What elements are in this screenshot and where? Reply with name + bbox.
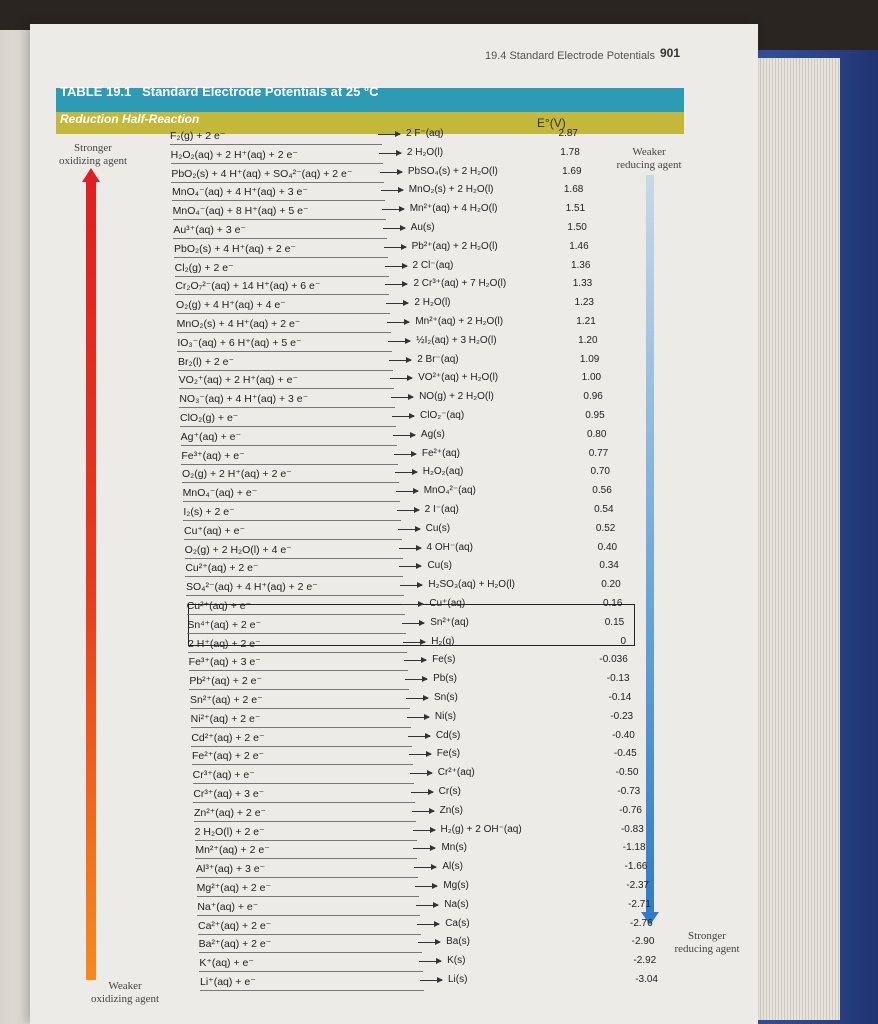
stronger-oxidizing-line1: Stronger [74,142,112,154]
potential-value: 1.51 [565,203,586,215]
potential-value: 0.34 [599,560,619,572]
reactant: O₂(g) + 4 H⁺(aq) + 4 e⁻ [176,299,286,312]
reactant: Sn⁴⁺(aq) + 2 e⁻ [187,618,262,631]
reaction-arrow [413,830,435,831]
product: ½I₂(aq) + 3 H₂O(l) [416,334,497,346]
reactant: Sn²⁺(aq) + 2 e⁻ [190,694,263,706]
table-title-text: Standard Electrode Potentials at 25 °C [142,84,379,99]
reactant: Al³⁺(aq) + 3 e⁻ [196,863,266,876]
row-rule [186,595,404,596]
reaction-arrow [391,397,413,398]
reaction-arrow [384,247,406,248]
potential-value: 0 [620,635,626,647]
potential-value: -0.13 [606,673,630,685]
reactant: PbO₂(s) + 4 H⁺(aq) + SO₄²⁻(aq) + 2 e⁻ [171,167,353,180]
product: MnO₂(s) + 2 H₂O(l) [408,184,494,196]
row-rule [173,219,386,220]
row-rule [181,464,398,465]
row-rule [170,144,382,145]
reaction-arrow [409,754,431,755]
reactant: F₂(g) + 2 e⁻ [170,130,226,142]
row-rule [174,257,388,258]
reaction-arrow [378,134,400,135]
row-rule [190,708,410,709]
reactant: Fe²⁺(aq) + 2 e⁻ [192,750,265,763]
product: Zn(s) [439,804,463,816]
reaction-arrow [394,454,416,455]
row-rule [180,426,396,427]
stronger-reducing-line2: reducing agent [674,943,740,955]
reaction-arrow [395,472,417,473]
reaction-arrow [388,341,410,342]
product: Au(s) [410,222,435,233]
reaction-arrow [401,604,423,605]
potential-value: 1.68 [563,184,584,196]
potential-value: 1.00 [581,372,602,384]
product: 2 Cl⁻(aq) [412,259,454,271]
row-rule [197,896,420,897]
potential-value: -2.92 [633,955,657,967]
reactant: Cl₂(g) + 2 e⁻ [174,261,234,274]
row-rule [195,840,417,841]
reaction-arrow [380,172,402,173]
row-rule [182,482,399,483]
table-title [60,84,379,99]
table-row [0,976,700,996]
row-rule [177,351,392,352]
product: Fe(s) [432,654,456,666]
page-number: 901 [660,46,681,60]
potential-value: -0.036 [599,654,628,666]
product: PbSO₄(s) + 2 H₂O(l) [407,165,498,177]
weaker-oxidizing-line2: oxidizing agent [90,993,160,1005]
potential-value: -0.73 [617,786,641,797]
row-rule [184,539,402,540]
potential-value: 1.21 [576,316,596,327]
product: NO(g) + 2 H₂O(l) [419,391,494,403]
potential-value: -0.14 [608,692,632,703]
row-rule [177,332,392,333]
reactant: K⁺(aq) + e⁻ [199,957,254,970]
reactant: Pb²⁺(aq) + 2 e⁻ [189,675,262,688]
reactant: O₂(g) + 2 H₂O(l) + 4 e⁻ [184,543,292,556]
potential-value: 0.70 [590,466,610,478]
row-rule [179,388,394,389]
reaction-arrow [411,792,433,793]
reactant: O₂(g) + 2 H⁺(aq) + 2 e⁻ [182,468,292,481]
reactant: Au³⁺(aq) + 3 e⁻ [173,224,246,236]
row-rule [185,558,403,559]
product: Sn²⁺(aq) [430,616,469,628]
row-rule [173,238,386,239]
reaction-arrow [399,548,421,549]
potential-value: 1.50 [567,222,587,233]
reaction-arrow [397,510,419,511]
product: ClO₂⁻(aq) [420,410,465,421]
product: H₂SO₃(aq) + H₂O(l) [428,579,515,591]
table-row [0,186,700,206]
reactant: Li⁺(aq) + e⁻ [200,976,256,988]
reactant: Cu²⁺(aq) + 2 e⁻ [185,562,259,575]
reactant: Ag⁺(aq) + e⁻ [180,430,242,443]
product: 2 H₂O(l) [406,146,444,158]
row-rule [171,163,383,164]
row-rule [189,689,409,690]
row-rule [195,858,417,859]
row-rule [199,971,423,972]
reaction-arrow [385,284,407,285]
product: 4 OH⁻(aq) [426,541,473,553]
product: Fe²⁺(aq) [421,447,460,459]
product: Ba(s) [446,936,471,948]
potential-value: -1.18 [622,842,646,854]
reaction-arrow [403,642,425,643]
product: H₂O₂(aq) [422,466,464,478]
row-rule [176,313,390,314]
reaction-arrow [398,529,420,530]
reactant: Cu⁺(aq) + e⁻ [184,524,245,537]
reaction-arrow [383,228,405,229]
potential-value: -2.37 [626,880,650,891]
potential-value: 0.20 [601,579,621,591]
potential-value: -0.76 [619,804,642,816]
potential-value: 1.23 [574,297,594,309]
reaction-arrow [407,717,429,718]
reactant: 2 H⁺(aq) + 2 e⁻ [188,637,261,650]
potential-value: -0.50 [615,767,639,779]
row-rule [193,802,414,803]
row-rule [197,915,420,916]
reactant: Mn²⁺(aq) + 2 e⁻ [195,844,270,857]
row-rule [187,633,406,634]
reaction-arrow [420,980,442,981]
potential-value: -3.04 [635,974,658,985]
row-rule [196,877,418,878]
reaction-arrow [379,153,401,154]
potential-value: -1.66 [624,861,648,873]
reactant: MnO₄⁻(aq) + e⁻ [182,487,258,500]
reactant: NO₃⁻(aq) + 4 H⁺(aq) + 3 e⁻ [179,393,309,406]
reaction-arrow [402,623,424,624]
product: 2 Br⁻(aq) [417,353,459,365]
reactant: MnO₂(s) + 4 H⁺(aq) + 2 e⁻ [176,318,301,330]
product: Al(s) [442,861,463,873]
row-rule [192,764,413,765]
running-header: 19.4 Standard Electrode Potentials [485,50,656,62]
table-row [0,130,700,150]
product: 2 I⁻(aq) [424,504,459,515]
row-rule [171,182,384,183]
weaker-reducing-line1: Weaker [632,146,666,158]
reaction-arrow [405,679,427,680]
product: MnO₄²⁻(aq) [423,485,476,497]
row-rule [181,445,397,446]
potential-value: 0.56 [592,485,612,497]
potential-value: -0.23 [610,710,634,722]
table-row [0,957,700,977]
table-row [0,205,700,225]
potential-value: 0.80 [586,428,607,440]
product: Ni(s) [434,710,457,722]
product: Cd(s) [435,729,461,741]
row-rule [194,821,416,822]
reaction-arrow [412,811,434,812]
reaction-arrow [419,961,441,962]
reaction-arrow [415,886,437,887]
row-rule [183,520,400,521]
reaction-arrow [408,736,430,737]
reactant: Fe³⁺(aq) + e⁻ [181,449,245,462]
reactant: Br₂(l) + 2 e⁻ [178,355,235,368]
potential-value: 0.96 [583,391,603,403]
table-row [0,224,700,244]
potential-value: -2.76 [629,917,653,929]
reaction-arrow [386,303,408,304]
product: Mn²⁺(aq) + 2 H₂O(l) [415,316,504,327]
reaction-arrow [399,566,421,567]
row-rule [189,670,408,671]
potential-value: -0.40 [612,729,635,741]
product: Li(s) [448,974,468,985]
reactant: VO₂⁺(aq) + 2 H⁺(aq) + e⁻ [178,374,298,387]
reaction-arrow [389,360,411,361]
reaction-arrow [416,905,438,906]
product: Na(s) [444,898,469,910]
table-row [0,280,700,300]
potential-value: 0.54 [594,504,614,515]
row-rule [191,727,411,728]
reactant: Cd²⁺(aq) + 2 e⁻ [191,731,265,744]
product: Sn(s) [434,692,458,703]
potential-value: -2.71 [628,898,651,910]
product: Cr(s) [438,786,461,797]
potential-value: -0.45 [613,748,637,760]
product: Ca(s) [445,917,470,929]
reaction-arrow [396,491,418,492]
product: Mn(s) [441,842,468,854]
row-rule [175,276,389,277]
reactant: SO₄²⁻(aq) + 4 H⁺(aq) + 2 e⁻ [186,581,318,594]
reactant: Ca²⁺(aq) + 2 e⁻ [198,919,272,932]
potential-value: -2.90 [631,936,655,948]
reactant: H₂O₂(aq) + 2 H⁺(aq) + 2 e⁻ [170,148,298,161]
potential-value: 1.33 [572,278,593,290]
row-rule [188,652,407,653]
product: K(s) [447,955,466,967]
reactant: Zn²⁺(aq) + 2 e⁻ [194,806,267,819]
product: Cr²⁺(aq) [437,767,475,779]
potential-value: 0.16 [602,598,623,609]
product: Cu(s) [425,522,451,534]
product: Mn²⁺(aq) + 4 H₂O(l) [409,203,498,215]
potential-value: 1.20 [578,334,598,346]
row-rule [193,783,414,784]
potential-value: 0.40 [597,541,618,553]
column-header-potential: E°(V) [537,116,566,130]
reactant: Cr₂O₇²⁻(aq) + 14 H⁺(aq) + 6 e⁻ [175,280,321,293]
reaction-arrow [381,190,403,191]
table-number: TABLE 19.1 [60,84,132,99]
potential-value: 0.15 [604,616,625,628]
reactant: ClO₂(g) + e⁻ [180,412,239,424]
row-rule [178,370,393,371]
table-row [0,259,700,282]
potential-value: 2.87 [558,128,578,139]
row-rule [175,294,389,295]
row-rule [191,746,412,747]
row-rule [172,200,385,201]
reaction-arrow [382,209,404,210]
reaction-arrow [387,322,409,323]
reactant: MnO₄⁻(aq) + 8 H⁺(aq) + 5 e⁻ [172,205,309,218]
reactant: Cu²⁺(aq) + e⁻ [186,600,252,612]
potential-value: 0.52 [595,522,616,534]
product: Pb(s) [433,673,457,685]
reaction-arrow [404,660,426,661]
potential-value: 0.77 [588,447,609,459]
reactant: Ni²⁺(aq) + 2 e⁻ [190,712,261,725]
table-row [0,938,700,958]
reaction-arrow [385,266,407,267]
row-rule [200,990,424,991]
reaction-arrow [414,867,436,868]
product: Cu(s) [427,560,452,572]
reaction-arrow [417,924,439,925]
product: VO²⁺(aq) + H₂O(l) [418,372,499,384]
reactant: Cr³⁺(aq) + e⁻ [192,769,255,782]
potential-value: 1.46 [569,240,589,252]
row-rule [187,614,406,615]
reactant: Na⁺(aq) + e⁻ [197,900,259,913]
table-row [0,240,700,263]
product: H₂(g) [431,635,455,647]
reactant: MnO₄⁻(aq) + 4 H⁺(aq) + 3 e⁻ [172,186,308,199]
product: Cu⁺(aq) [429,598,466,609]
reaction-arrow [392,416,414,417]
reaction-arrow [393,435,415,436]
potential-value: 0.95 [585,410,605,421]
product: 2 Cr³⁺(aq) + 7 H₂O(l) [413,278,507,290]
reactant: PbO₂(s) + 4 H⁺(aq) + 2 e⁻ [174,242,296,255]
reaction-arrow [406,698,428,699]
weaker-reducing-line2: reducing agent [616,159,682,171]
weaker-oxidizing-line1: Weaker [108,980,142,992]
product: Mg(s) [443,880,469,891]
stronger-reducing-line1: Stronger [688,930,726,942]
potential-value: 1.09 [579,353,600,365]
row-rule [179,407,395,408]
reaction-arrow [400,585,422,586]
product: Fe(s) [436,748,461,760]
product: 2 H₂O(l) [414,297,451,309]
product: Ag(s) [420,428,445,440]
product: H₂(g) + 2 OH⁻(aq) [440,823,522,835]
potential-value: 1.69 [562,165,582,177]
reaction-arrow [418,942,440,943]
product: Pb²⁺(aq) + 2 H₂O(l) [411,240,498,252]
product: 2 F⁻(aq) [406,128,444,139]
row-rule [185,576,403,577]
row-rule [183,501,400,502]
potential-value: 1.36 [570,259,591,271]
reactant: Ba²⁺(aq) + 2 e⁻ [198,938,272,951]
reactant: IO₃⁻(aq) + 6 H⁺(aq) + 5 e⁻ [177,336,302,349]
reactant: Mg²⁺(aq) + 2 e⁻ [196,882,272,894]
row-rule [198,934,421,935]
reaction-arrow [390,378,412,379]
reactant: Fe³⁺(aq) + 3 e⁻ [188,656,261,669]
reaction-arrow [410,773,432,774]
reaction-arrow [413,848,435,849]
stronger-oxidizing-line2: oxidizing agent [58,155,128,167]
row-rule [199,952,422,953]
potential-value: -0.83 [620,823,644,835]
potential-value: 1.78 [560,146,580,158]
reactant: Cr³⁺(aq) + 3 e⁻ [193,788,265,800]
reactant: I₂(s) + 2 e⁻ [183,506,235,518]
column-header-reaction: Reduction Half-Reaction [60,112,200,126]
reactant: 2 H₂O(l) + 2 e⁻ [194,825,265,838]
